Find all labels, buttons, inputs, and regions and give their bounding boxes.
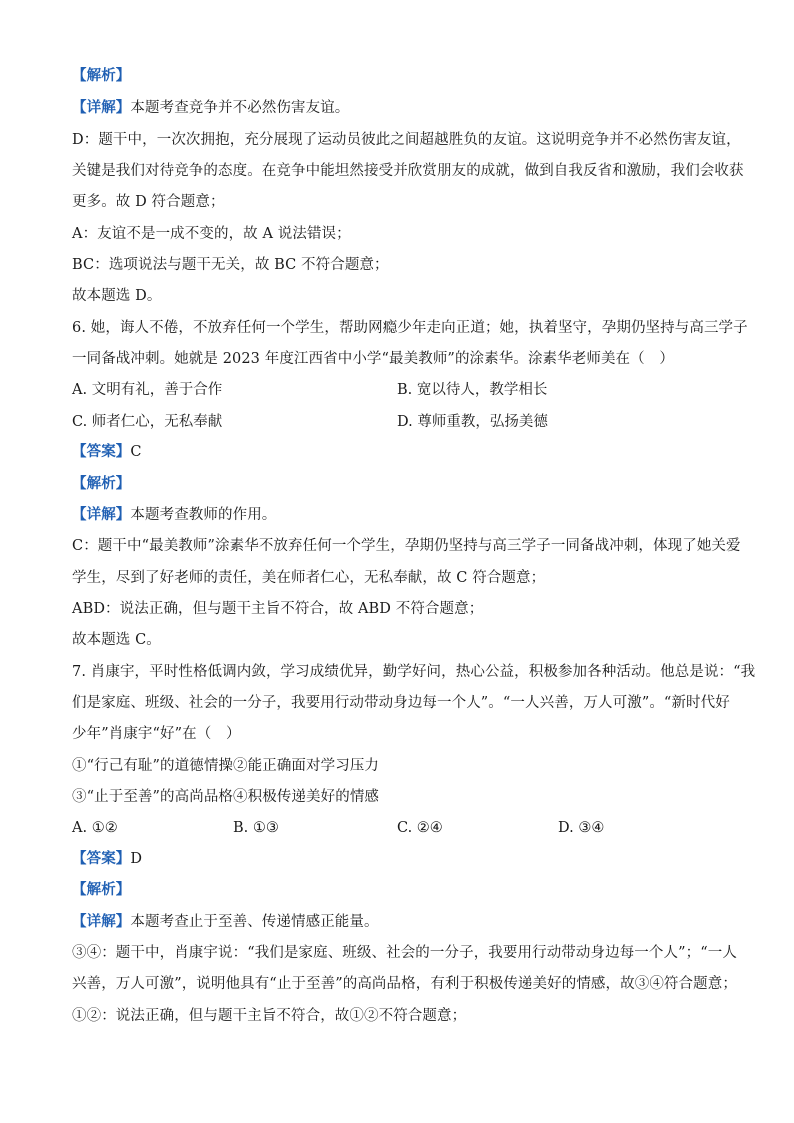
q7-option-b: B. ①③ <box>233 820 279 836</box>
q7-option-d: D. ③④ <box>558 820 605 836</box>
detail-line <box>72 505 732 525</box>
text-line: 故本题选 D。 <box>72 288 162 304</box>
answer-tag: 【答案】 <box>72 850 131 867</box>
text-line: 兴善，万人可激”，说明他具有“止于至善”的高尚品格，有利于积极传递美好的情感，故③④符合题意； <box>72 976 737 992</box>
text-line: BC：选项说法与题干无关，故 BC 不符合题意； <box>72 257 389 273</box>
q6-option-c: C. 师者仁心，无私奉献 <box>72 414 223 430</box>
q6-option-a: A. 文明有礼，善于合作 <box>72 382 223 398</box>
q6-answer: C <box>130 444 142 460</box>
detail-line <box>72 912 732 932</box>
answer-tag: 【答案】 <box>72 443 131 460</box>
text-line: 更多。故 D 符合题意； <box>72 194 225 210</box>
text-line: 故本题选 C。 <box>72 632 161 648</box>
detail-text: 本题考查竞争并不必然伤害友谊。 <box>130 100 350 116</box>
detail-line <box>72 98 732 118</box>
q7-stem-line: 少年”肖康宇“好”在（ ） <box>72 726 241 742</box>
text-line: A：友谊不是一成不变的，故 A 说法错误； <box>72 226 351 242</box>
q7-stem-line: 们是家庭、班级、社会的一分子，我要用行动带动身边每一个人”。“一人兴善，万人可激”。“新时代好 <box>72 695 730 711</box>
analysis-tag: 【解析】 <box>72 881 131 898</box>
q6-option-d: D. 尊师重教，弘扬美德 <box>397 414 548 430</box>
analysis-tag: 【解析】 <box>72 475 131 492</box>
q7-item-line: ①“行己有耻”的道德情操②能正确面对学习压力 <box>72 758 380 774</box>
detail-text: 本题考查教师的作用。 <box>130 507 277 523</box>
q7-option-c: C. ②④ <box>397 820 443 836</box>
text-line: 学生，尽到了好老师的责任，美在师者仁心，无私奉献，故 C 符合题意； <box>72 570 546 586</box>
q7-answer: D <box>130 851 143 867</box>
text-line: C：题干中“最美教师”涂素华不放弃任何一个学生，孕期仍坚持与高三学子一同备战冲刺，体现了她关爱 <box>72 538 741 554</box>
text-line: ③④：题干中，肖康宇说：“我们是家庭、班级、社会的一分子，我要用行动带动身边每一个人”；“一人 <box>72 945 737 961</box>
analysis-tag: 【解析】 <box>72 67 131 84</box>
q7-answer-line <box>72 849 732 869</box>
q7-option-a: A. ①② <box>72 820 118 836</box>
q6-option-b: B. 宽以待人，教学相长 <box>397 382 548 398</box>
q7-item-line: ③“止于至善”的高尚品格④积极传递美好的情感 <box>72 789 380 805</box>
q7-stem-line: 7. 肖康宇，平时性格低调内敛，学习成绩优异，勤学好问，热心公益，积极参加各种活动。他总是说：“我 <box>72 664 756 680</box>
text-line: ①②：说法正确，但与题干主旨不符合，故①②不符合题意； <box>72 1008 467 1024</box>
q6-answer-line <box>72 442 732 462</box>
text-line: ABD：说法正确，但与题干主旨不符合，故 ABD 不符合题意； <box>72 601 484 617</box>
q6-stem-line: 6. 她，诲人不倦，不放弃任何一个学生，帮助网瘾少年走向正道；她，执着坚守，孕期仍坚持与高三学子 <box>72 320 748 336</box>
text-line: 关键是我们对待竞争的态度。在竞争中能坦然接受并欣赏朋友的成就，做到自我反省和激励，我们会收获 <box>72 163 744 179</box>
text-line: D：题干中，一次次拥抱，充分展现了运动员彼此之间超越胜负的友谊。这说明竞争并不必然伤害友谊， <box>72 132 741 148</box>
detail-tag: 【详解】 <box>72 506 131 523</box>
detail-tag: 【详解】 <box>72 913 131 930</box>
detail-tag: 【详解】 <box>72 99 131 116</box>
q6-stem-line: 一同备战冲刺。她就是 2023 年度江西省中小学“最美教师”的涂素华。涂素华老师美在（ ） <box>72 351 674 367</box>
detail-text: 本题考查止于至善、传递情感正能量。 <box>130 914 379 930</box>
